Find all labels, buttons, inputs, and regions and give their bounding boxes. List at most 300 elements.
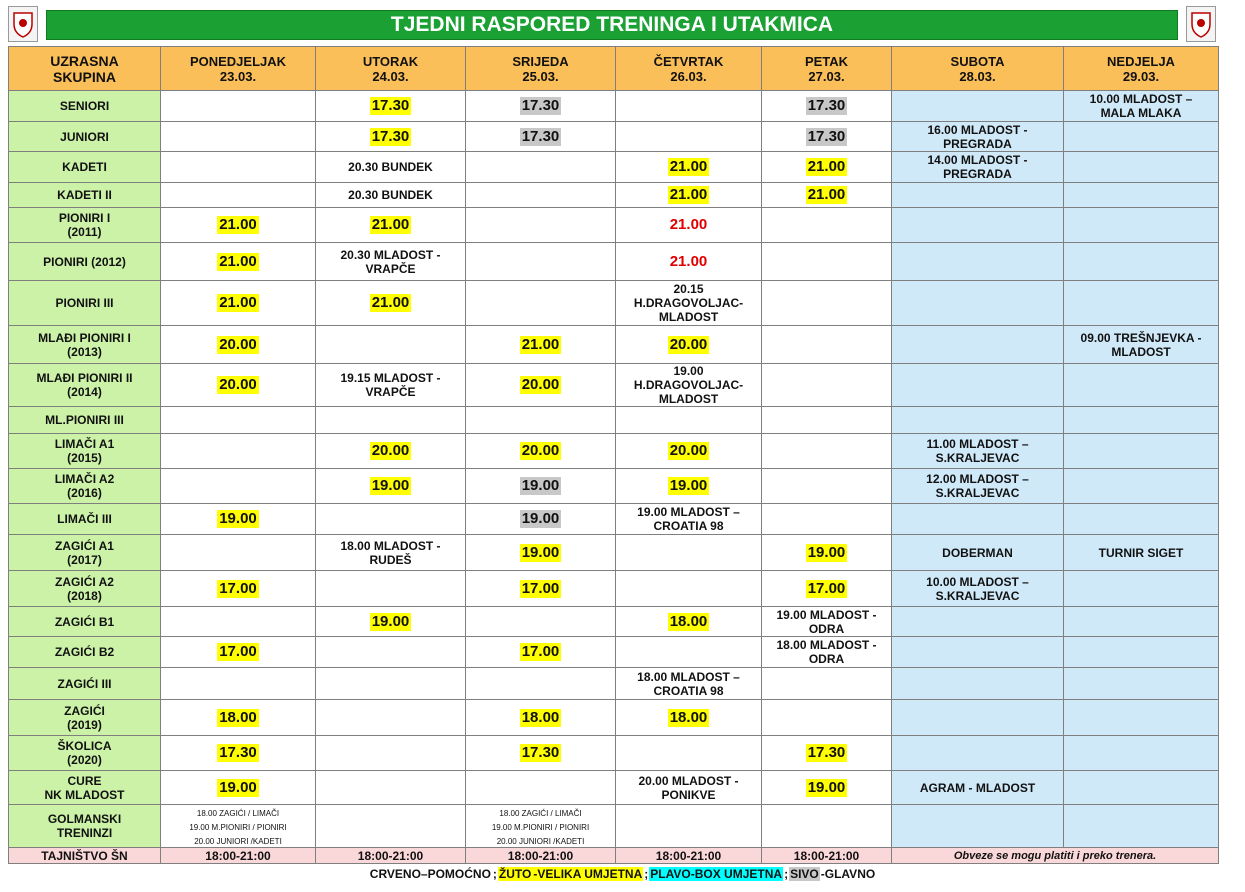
group-name: ZAGIĆI (2019) <box>64 703 105 732</box>
training-time: 21.00 <box>669 252 708 270</box>
table-row <box>9 91 1219 122</box>
schedule-cell <box>161 243 316 281</box>
group-name-cell <box>9 607 161 637</box>
color-legend <box>0 867 1245 881</box>
training-time: 17.00 <box>521 643 560 660</box>
schedule-cell <box>616 364 762 407</box>
schedule-cell <box>316 607 466 637</box>
training-time: 20.00 <box>521 376 560 393</box>
schedule-cell <box>1064 208 1219 243</box>
group-name-cell <box>9 208 161 243</box>
table-row <box>9 281 1219 326</box>
table-row <box>9 152 1219 183</box>
schedule-cell <box>161 637 316 668</box>
training-time: 21.00 <box>807 158 846 175</box>
group-name: KADETI <box>62 160 107 174</box>
training-time: 17.30 <box>521 97 560 114</box>
match-text: 19.00 MLADOST – CROATIA 98 <box>637 505 740 533</box>
table-row <box>9 736 1219 771</box>
schedule-cell <box>466 571 616 607</box>
schedule-cell <box>892 700 1064 736</box>
header-name: NEDJELJA <box>1107 53 1175 69</box>
group-name-cell <box>9 571 161 607</box>
table-row <box>9 637 1219 668</box>
schedule-cell <box>161 152 316 183</box>
group-name: SENIORI <box>59 99 110 113</box>
training-time: 20.00 <box>371 442 410 459</box>
training-time: 20.00 <box>521 442 560 459</box>
schedule-cell <box>762 736 892 771</box>
schedule-cell <box>892 243 1064 281</box>
schedule-cell <box>1064 668 1219 700</box>
header-date: 24.03. <box>372 68 409 84</box>
schedule-cell <box>616 91 762 122</box>
schedule-cell <box>316 535 466 571</box>
training-time: 19.00 <box>521 510 560 527</box>
schedule-cell <box>616 771 762 805</box>
schedule-cell <box>762 407 892 434</box>
crest-icon <box>1190 10 1212 38</box>
training-time: 19.00 <box>521 543 560 561</box>
schedule-cell <box>161 91 316 122</box>
schedule-cell <box>762 771 892 805</box>
schedule-cell <box>316 152 466 183</box>
group-name: ZAGIĆI A2 (2018) <box>55 574 114 603</box>
training-time: 20.00 <box>669 335 708 353</box>
schedule-cell <box>1064 364 1219 407</box>
table-row <box>9 607 1219 637</box>
table-row <box>9 700 1219 736</box>
header-name: SUBOTA <box>950 53 1005 69</box>
schedule-cell <box>161 535 316 571</box>
training-time: 17.00 <box>219 643 257 660</box>
schedule-cell <box>466 434 616 469</box>
training-time: 21.00 <box>219 294 257 311</box>
group-name: CURE NK MLADOST <box>44 773 125 802</box>
schedule-cell <box>161 469 316 504</box>
match-text: 20.15 H.DRAGOVOLJAC- MLADOST <box>633 282 744 324</box>
training-time: 20.00 <box>669 442 708 459</box>
office-hours-cell: 18:00-21:00 <box>616 848 762 864</box>
schedule-cell <box>466 326 616 364</box>
group-name: PIONIRI (2012) <box>43 254 126 269</box>
header-name: PETAK <box>804 53 849 69</box>
header-cell <box>466 47 616 91</box>
header-cell <box>316 47 466 91</box>
table-row <box>9 434 1219 469</box>
group-name-cell <box>9 535 161 571</box>
group-name: LIMAČI A1 (2015) <box>54 437 115 465</box>
training-time: 17.30 <box>219 744 257 761</box>
training-time: 21.00 <box>371 216 410 233</box>
group-name-cell <box>9 122 161 152</box>
group-name: ZAGIĆI B1 <box>54 614 115 629</box>
schedule-cell <box>762 364 892 407</box>
training-time: 21.00 <box>521 335 560 353</box>
schedule-table <box>8 46 1219 864</box>
schedule-cell <box>161 805 316 848</box>
schedule-cell <box>892 637 1064 668</box>
training-time: 19.00 <box>371 612 410 630</box>
schedule-cell <box>161 736 316 771</box>
header-date: 29.03. <box>1122 68 1160 84</box>
header-cell <box>161 47 316 91</box>
group-name: KADETI II <box>57 188 112 202</box>
schedule-cell <box>316 637 466 668</box>
schedule-cell <box>762 535 892 571</box>
group-name-cell <box>9 736 161 771</box>
group-name: MLAĐI PIONIRI II (2014) <box>36 371 133 399</box>
schedule-cell <box>616 637 762 668</box>
page-title: TJEDNI RASPORED TRENINGA I UTAKMICA <box>46 10 1178 40</box>
schedule-cell <box>1064 122 1219 152</box>
header-date: 25.03. <box>522 68 559 84</box>
schedule-cell <box>1064 736 1219 771</box>
match-text: 09.00 TREŠNJEVKA - MLADOST <box>1080 330 1202 359</box>
schedule-cell <box>762 805 892 848</box>
match-text: 18.00 MLADOST – CROATIA 98 <box>637 669 740 698</box>
club-logo-left <box>8 6 38 42</box>
training-time: 21.00 <box>807 186 846 203</box>
header-name: UZRASNA <box>50 52 119 69</box>
group-name: JUNIORI <box>60 129 109 144</box>
group-name-cell <box>9 243 161 281</box>
legend-separator: ; <box>492 867 497 881</box>
group-name: GOLMANSKI TRENINZI <box>47 812 122 840</box>
group-name: ŠKOLICA (2020) <box>57 739 112 767</box>
legend-red: CRVENO–POMOĆNO <box>369 867 491 881</box>
header-date: 26.03. <box>670 68 707 84</box>
schedule-cell <box>316 122 466 152</box>
header-cell <box>9 47 161 91</box>
header-date: 28.03. <box>959 68 996 84</box>
match-text: DOBERMAN <box>942 545 1013 560</box>
schedule-cell <box>316 243 466 281</box>
schedule-cell <box>892 183 1064 208</box>
schedule-cell <box>892 122 1064 152</box>
schedule-cell <box>161 607 316 637</box>
match-text: 14.00 MLADOST - PREGRADA <box>927 153 1028 181</box>
match-text: 10.00 MLADOST – MALA MLAKA <box>1089 92 1193 120</box>
schedule-cell <box>466 700 616 736</box>
schedule-cell <box>316 326 466 364</box>
match-text: 19.00 H.DRAGOVOLJAC- MLADOST <box>633 364 744 406</box>
group-name-cell <box>9 771 161 805</box>
schedule-cell <box>161 700 316 736</box>
schedule-cell <box>762 504 892 535</box>
training-time: 21.00 <box>669 158 708 175</box>
schedule-cell <box>466 469 616 504</box>
office-hours-cell: 18:00-21:00 <box>762 848 892 864</box>
schedule-cell <box>892 407 1064 434</box>
schedule-cell <box>616 434 762 469</box>
group-name-cell <box>9 469 161 504</box>
schedule-cell <box>316 91 466 122</box>
table-row <box>9 326 1219 364</box>
group-name-cell <box>9 152 161 183</box>
match-text: 12.00 MLADOST – S.KRALJEVAC <box>926 472 1029 500</box>
schedule-cell <box>316 668 466 700</box>
schedule-cell <box>466 771 616 805</box>
schedule-cell <box>616 243 762 281</box>
group-name-cell <box>9 700 161 736</box>
training-time: 19.00 <box>669 477 708 494</box>
schedule-cell <box>616 504 762 535</box>
schedule-cell <box>762 326 892 364</box>
schedule-cell <box>762 637 892 668</box>
schedule-cell <box>1064 607 1219 637</box>
schedule-cell <box>1064 535 1219 571</box>
schedule-cell <box>466 281 616 326</box>
schedule-cell <box>616 535 762 571</box>
schedule-cell <box>161 407 316 434</box>
schedule-cell <box>466 364 616 407</box>
training-time: 21.00 <box>669 186 708 203</box>
schedule-cell <box>1064 326 1219 364</box>
crest-icon <box>12 10 34 38</box>
header-row <box>9 47 1219 91</box>
group-name: ZAGIĆI B2 <box>54 645 115 659</box>
schedule-cell <box>316 805 466 848</box>
match-text: 20.00 MLADOST - PONIKVE <box>638 773 739 802</box>
training-time: 21.00 <box>371 294 410 311</box>
schedule-cell <box>161 364 316 407</box>
legend-yellow-label: -VELIKA UMJETNA <box>533 867 643 881</box>
office-hours-cell: 18:00-21:00 <box>316 848 466 864</box>
training-time: 18.00 <box>219 708 257 726</box>
training-time: 18.00 <box>669 708 708 726</box>
schedule-cell <box>316 736 466 771</box>
schedule-cell <box>892 736 1064 771</box>
group-name-cell <box>9 407 161 434</box>
schedule-cell <box>316 504 466 535</box>
schedule-cell <box>161 122 316 152</box>
schedule-cell <box>616 326 762 364</box>
schedule-cell <box>466 736 616 771</box>
match-text: 18.00 MLADOST - ODRA <box>776 638 877 666</box>
training-time: 17.30 <box>521 127 560 145</box>
schedule-cell <box>161 771 316 805</box>
table-row <box>9 805 1219 848</box>
schedule-cell <box>616 469 762 504</box>
training-time: 20.00 <box>219 335 257 353</box>
schedule-cell <box>161 571 316 607</box>
group-name: PIONIRI III <box>55 296 114 310</box>
office-hours-cell: 18:00-21:00 <box>466 848 616 864</box>
group-name-cell <box>9 434 161 469</box>
group-name: PIONIRI I (2011) <box>58 211 111 239</box>
training-time: 21.00 <box>669 216 708 233</box>
schedule-cell <box>616 152 762 183</box>
schedule-cell <box>316 183 466 208</box>
schedule-cell <box>316 434 466 469</box>
group-name-cell <box>9 504 161 535</box>
legend-gray-label: -GLAVNO <box>820 867 876 881</box>
group-name: ZAGIĆI A1 (2017) <box>55 538 114 567</box>
goalkeeper-training-text: 18.00 ZAGIĆI / LIMAČI 19.00 M.PIONIRI / PIONIRI 20.00 JUNIORI /KADETI <box>491 809 590 846</box>
schedule-cell <box>466 407 616 434</box>
payment-note: Obveze se mogu platiti i preko trenera. <box>892 848 1219 864</box>
schedule-cell <box>1064 771 1219 805</box>
group-name-cell <box>9 637 161 668</box>
goalkeeper-training-text: 18.00 ZAGIĆI / LIMAČI 19.00 M.PIONIRI / PIONIRI 20.00 JUNIORI /KADETI <box>189 809 287 846</box>
schedule-cell <box>892 91 1064 122</box>
schedule-cell <box>762 700 892 736</box>
header-date: SKUPINA <box>52 68 116 85</box>
match-text: 20.30 BUNDEK <box>348 160 433 174</box>
match-text: 16.00 MLADOST - PREGRADA <box>927 122 1028 151</box>
training-time: 18.00 <box>669 612 708 630</box>
training-time: 19.00 <box>219 510 257 527</box>
legend-separator: ; <box>644 867 649 881</box>
schedule-cell <box>316 771 466 805</box>
schedule-cell <box>616 407 762 434</box>
schedule-cell <box>762 122 892 152</box>
header-name: SRIJEDA <box>512 53 569 69</box>
schedule-cell <box>1064 281 1219 326</box>
legend-blue: PLAVO-BOX UMJETNA <box>650 867 783 881</box>
header-cell <box>1064 47 1219 91</box>
schedule-cell <box>466 243 616 281</box>
office-hours-row <box>9 848 1219 864</box>
table-row <box>9 407 1219 434</box>
schedule-cell <box>316 281 466 326</box>
group-name: LIMAČI III <box>57 512 112 526</box>
schedule-cell <box>892 805 1064 848</box>
schedule-cell <box>762 571 892 607</box>
office-label: TAJNIŠTVO ŠN <box>9 848 161 864</box>
office-hours-cell: 18:00-21:00 <box>161 848 316 864</box>
schedule-cell <box>616 183 762 208</box>
schedule-cell <box>316 571 466 607</box>
schedule-cell <box>466 805 616 848</box>
schedule-cell <box>892 326 1064 364</box>
training-time: 17.30 <box>807 744 846 761</box>
schedule-cell <box>762 208 892 243</box>
schedule-cell <box>466 535 616 571</box>
table-row <box>9 535 1219 571</box>
training-time: 21.00 <box>219 252 257 270</box>
schedule-body <box>9 91 1219 864</box>
schedule-cell <box>161 434 316 469</box>
schedule-cell <box>466 91 616 122</box>
training-time: 17.30 <box>521 744 560 761</box>
group-name-cell <box>9 364 161 407</box>
group-name-cell <box>9 805 161 848</box>
schedule-cell <box>892 281 1064 326</box>
group-name: ZAGIĆI III <box>57 676 112 691</box>
schedule-cell <box>1064 91 1219 122</box>
schedule-cell <box>316 700 466 736</box>
schedule-cell <box>892 469 1064 504</box>
training-time: 17.00 <box>807 579 846 597</box>
schedule-cell <box>892 434 1064 469</box>
match-text: 10.00 MLADOST – S.KRALJEVAC <box>926 574 1029 603</box>
training-time: 17.30 <box>807 97 846 114</box>
match-text: 11.00 MLADOST – S.KRALJEVAC <box>926 437 1029 465</box>
schedule-cell <box>892 364 1064 407</box>
match-text: 18.00 MLADOST - RUDEŠ <box>340 538 441 567</box>
schedule-cell <box>616 805 762 848</box>
schedule-cell <box>1064 504 1219 535</box>
schedule-cell <box>1064 571 1219 607</box>
header-date: 23.03. <box>219 68 257 84</box>
schedule-cell <box>161 208 316 243</box>
schedule-cell <box>892 668 1064 700</box>
group-name-cell <box>9 281 161 326</box>
match-text: AGRAM - MLADOST <box>919 780 1036 795</box>
training-time: 18.00 <box>521 708 560 726</box>
table-row <box>9 183 1219 208</box>
header-cell <box>616 47 762 91</box>
schedule-cell <box>1064 700 1219 736</box>
schedule-cell <box>466 504 616 535</box>
schedule-cell <box>161 668 316 700</box>
header-date: 27.03. <box>808 68 845 84</box>
schedule-cell <box>892 571 1064 607</box>
table-row <box>9 243 1219 281</box>
schedule-cell <box>316 208 466 243</box>
schedule-cell <box>616 607 762 637</box>
schedule-cell <box>161 281 316 326</box>
match-text: 19.00 MLADOST - ODRA <box>776 607 877 636</box>
schedule-cell <box>616 571 762 607</box>
schedule-cell <box>1064 152 1219 183</box>
schedule-cell <box>1064 434 1219 469</box>
schedule-cell <box>466 152 616 183</box>
schedule-cell <box>762 668 892 700</box>
schedule-cell <box>616 700 762 736</box>
schedule-cell <box>1064 243 1219 281</box>
schedule-cell <box>762 434 892 469</box>
training-time: 19.00 <box>807 778 846 796</box>
schedule-cell <box>161 183 316 208</box>
training-time: 17.30 <box>371 127 410 145</box>
table-row <box>9 571 1219 607</box>
schedule-cell <box>466 637 616 668</box>
schedule-cell <box>762 607 892 637</box>
schedule-cell <box>161 504 316 535</box>
table-row <box>9 364 1219 407</box>
schedule-cell <box>1064 637 1219 668</box>
schedule-cell <box>1064 407 1219 434</box>
table-row <box>9 504 1219 535</box>
group-name-cell <box>9 668 161 700</box>
training-time: 19.00 <box>219 778 257 796</box>
training-time: 17.30 <box>807 127 846 145</box>
schedule-cell <box>466 668 616 700</box>
table-row <box>9 668 1219 700</box>
match-text: 19.15 MLADOST - VRAPČE <box>340 371 441 399</box>
schedule-cell <box>466 122 616 152</box>
schedule-cell <box>762 152 892 183</box>
schedule-cell <box>616 122 762 152</box>
match-text: 20.30 MLADOST - VRAPČE <box>340 247 441 276</box>
training-time: 17.30 <box>371 97 410 114</box>
training-time: 17.00 <box>521 579 560 597</box>
legend-separator: ; <box>784 867 789 881</box>
schedule-cell <box>762 91 892 122</box>
schedule-cell <box>616 668 762 700</box>
table-row <box>9 208 1219 243</box>
schedule-cell <box>1064 183 1219 208</box>
schedule-cell <box>892 208 1064 243</box>
table-row <box>9 122 1219 152</box>
group-name-cell <box>9 326 161 364</box>
schedule-cell <box>892 607 1064 637</box>
training-time: 20.00 <box>219 376 257 393</box>
schedule-cell <box>316 469 466 504</box>
